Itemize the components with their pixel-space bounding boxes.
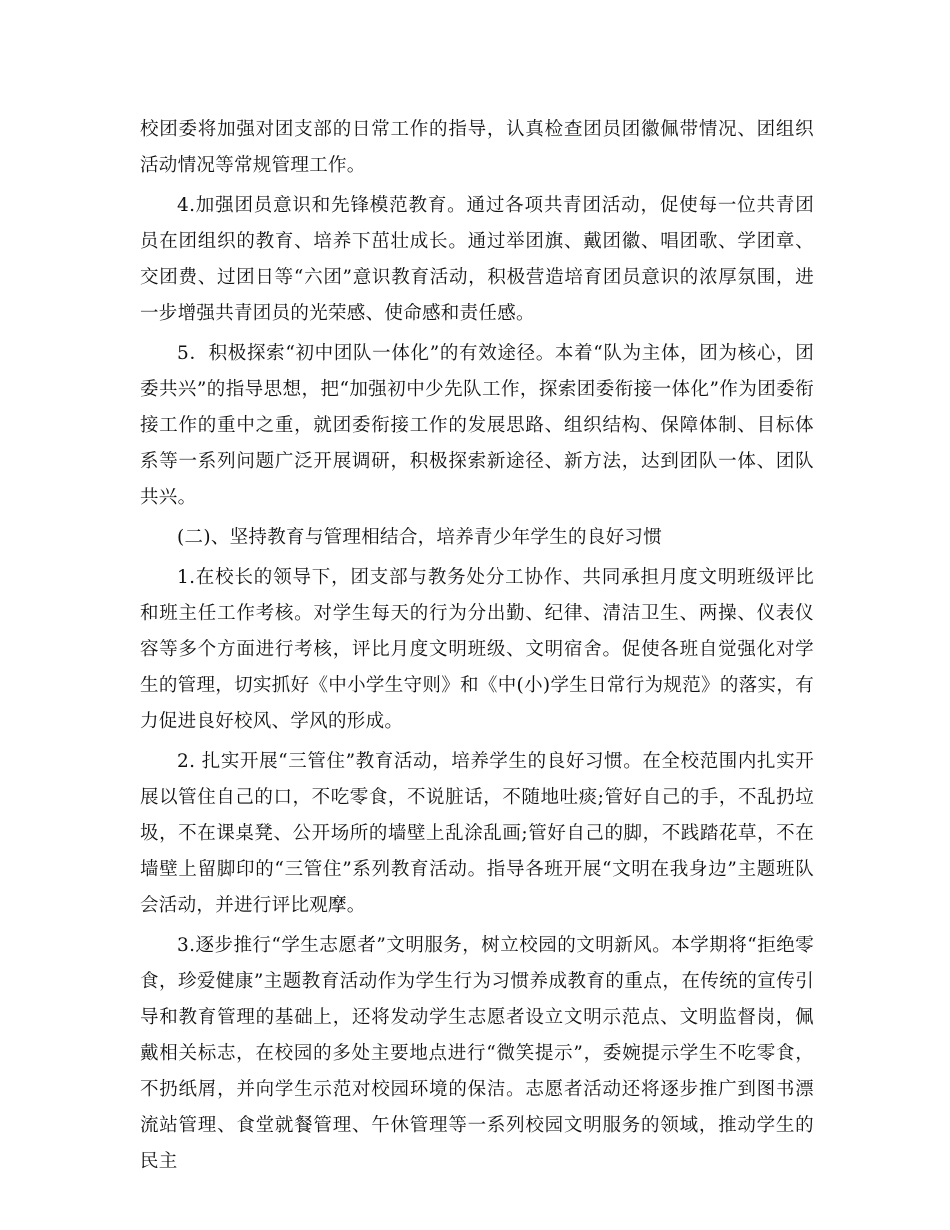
section-heading-2: (二)、坚持教育与管理相结合，培养青少年学生的良好习惯 (177, 527, 663, 548)
paragraph-1: 校团委将加强对团支部的日常工作的指导，认真检查团员团徽佩带情况、团组织活动情况等常规管理工作。 (140, 119, 814, 176)
document-body (140, 112, 814, 1184)
paragraph-2: 4.加强团员意识和先锋模范教育。通过各项共青团活动，促使每一位共青团员在团组织的教育、培养下茁壮成长。通过举团旗、戴团徽、唱团歌、学团章、交团费、过团日等“六团”意识教育活动，积极营造培育团员意识的浓厚氛围，进一步增强共青团员的光荣感、使命感和责任感。 (140, 195, 814, 324)
paragraph-6: 2. 扎实开展“三管住”教育活动，培养学生的良好习惯。在全校范围内扎实开展以管住自己的口，不吃零食，不说脏话，不随地吐痰;管好自己的手，不乱扔垃圾，不在课桌凳、公开场所的墙壁上乱涂乱画;管好自己的脚，不践踏花草，不在墙壁上留脚印的“三管住”系列教育活动。指导各班开展“文明在我身边”主题班队会活动，并进行评比观摩。 (140, 751, 814, 916)
paragraph-5: 1.在校长的领导下，团支部与教务处分工协作、共同承担月度文明班级评比和班主任工作考核。对学生每天的行为分出勤、纪律、清洁卫生、两操、仪表仪容等多个方面进行考核，评比月度文明班级、文明宿舍。促使各班自觉强化对学生的管理，切实抓好《中小学生守则》和《中(小)学生日常行为规范》的落实，有力促进良好校风、学风的形成。 (140, 567, 814, 732)
paragraph-7: 3.逐步推行“学生志愿者”文明服务，树立校园的文明新风。本学期将“拒绝零食，珍爱健康”主题教育活动作为学生行为习惯养成教育的重点，在传统的宣传引导和教育管理的基础上，还将发动学生志愿者设立文明示范点、文明监督岗，佩戴相关标志，在校园的多处主要地点进行“微笑提示”，委婉提示学生不吃零食，不扔纸屑，并向学生示范对校园环境的保洁。志愿者活动还将逐步推广到图书漂流站管理、食堂就餐管理、午休管理等一系列校园文明服务的领域，推动学生的民主 (140, 935, 814, 1172)
paragraph-3: 5．积极探索“初中团队一体化”的有效途径。本着“队为主体，团为核心，团委共兴”的指导思想，把“加强初中少先队工作，探索团委衔接一体化”作为团委衔接工作的重中之重，就团委衔接工作的发展思路、组织结构、保障体制、目标体系等一系列问题广泛开展调研，积极探索新途径、新方法，达到团队一体、团队共兴。 (140, 343, 814, 508)
